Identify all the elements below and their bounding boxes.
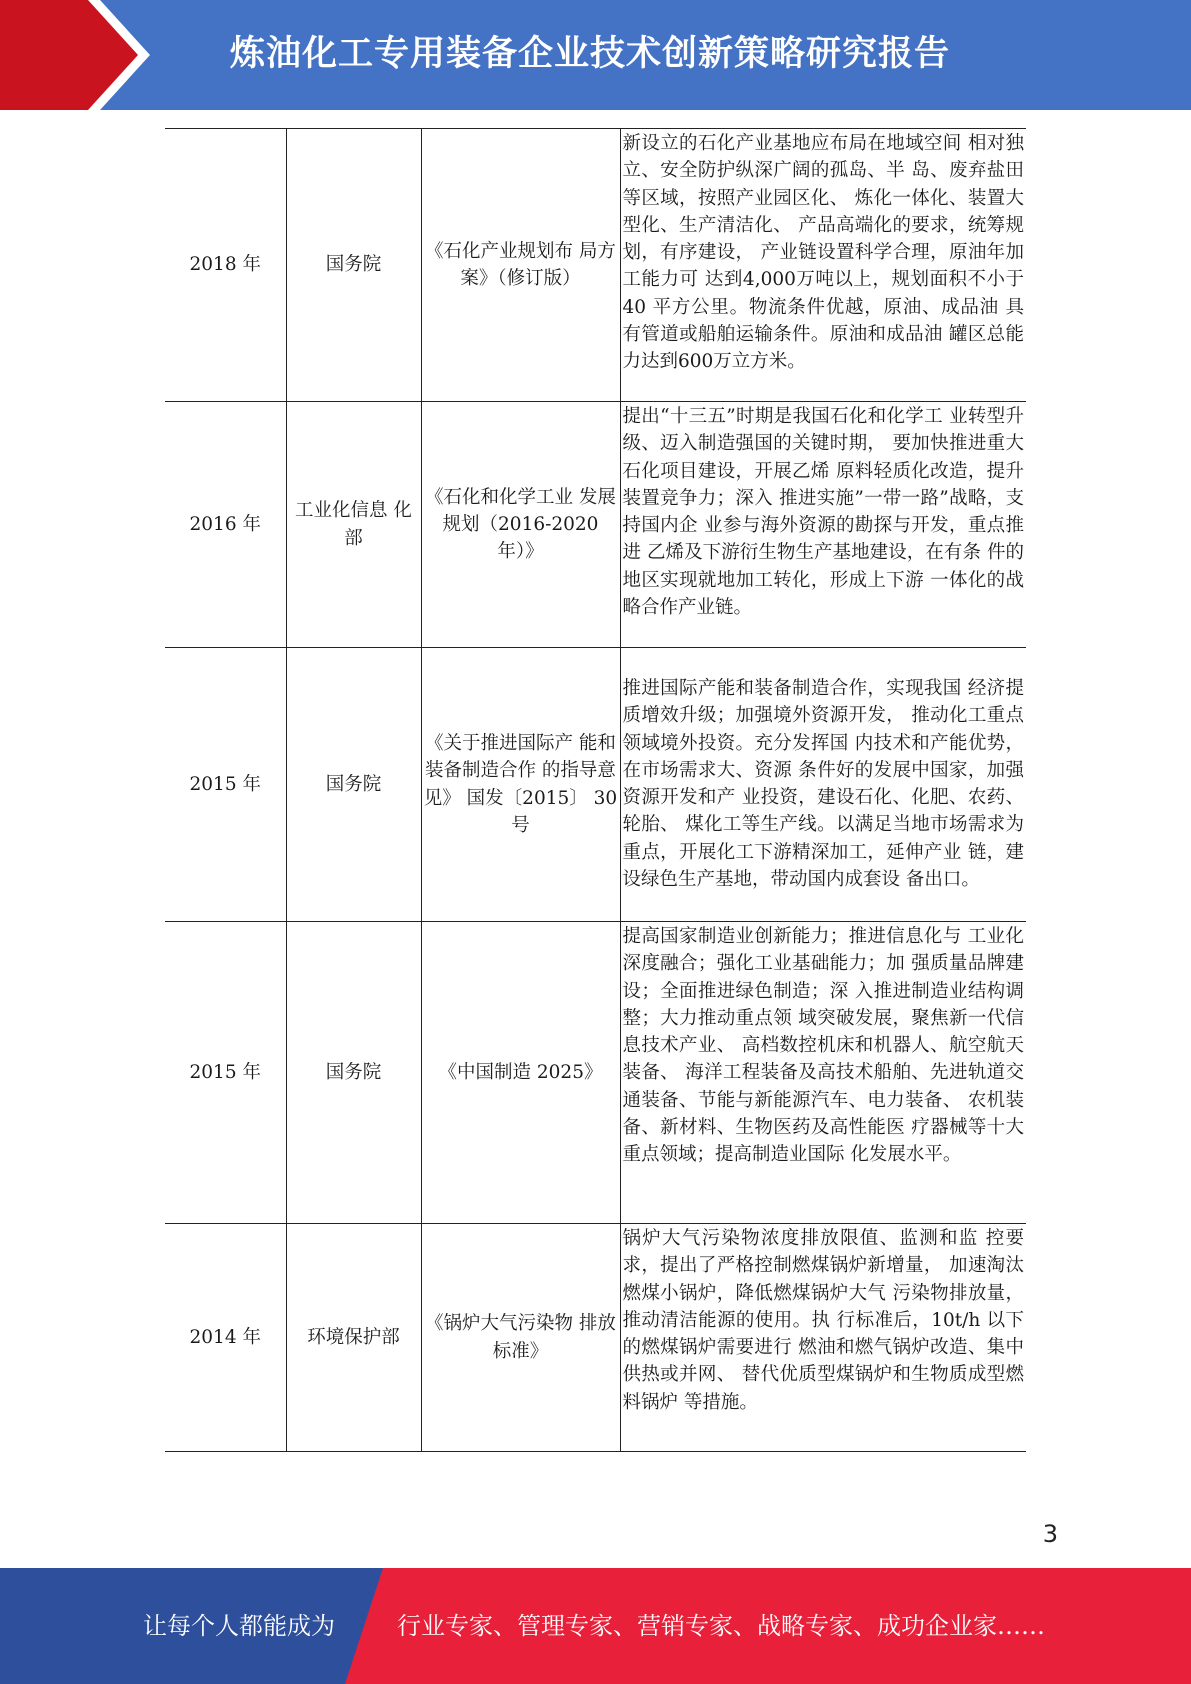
department-cell: 国务院 [286, 922, 421, 1224]
department-cell: 国务院 [286, 129, 421, 402]
table-row [165, 1224, 1026, 1452]
table-row [165, 402, 1026, 648]
content-cell: 提出“十三五”时期是我国石化和化学工 业转型升级、迈入制造强国的关键时期， 要加快推进重大石化项目建设，开展乙烯 原料轻质化改造，提升装置竞争力；深入 推进实施”一带一路”战略，支持国内企 业参与海外资源的勘探与开发，重点推进 乙烯及下游衍生物生产基地建设，在有条 件的地区实现就地加工转化，形成上下游 一体化的战略合作产业链。 [620, 402, 1026, 648]
department-cell: 环境保护部 [286, 1224, 421, 1452]
department-cell: 工业化信息 化部 [286, 402, 421, 648]
policy-table-container [165, 128, 1026, 1452]
document-cell: 《石化产业规划布 局方案》（修订版） [421, 129, 620, 402]
page-footer [0, 1568, 1191, 1684]
page-header [0, 0, 1191, 110]
year-cell: 2018 年 [189, 254, 261, 276]
page-number: 3 [1042, 1520, 1058, 1548]
document-cell: 《锅炉大气污染物 排放标准》 [421, 1224, 620, 1452]
table-row [165, 922, 1026, 1224]
department-cell: 国务院 [286, 648, 421, 922]
policy-table [165, 128, 1026, 1452]
content-cell: 提高国家制造业创新能力；推进信息化与 工业化深度融合；强化工业基础能力；加 强质量品牌建设；全面推进绿色制造；深 入推进制造业结构调整；大力推动重点领 域突破发展，聚焦新一代信息技术产业、 高档数控机床和机器人、航空航天装备、 海洋工程装备及高技术船舶、先进轨道交 通装备、节能与新能源汽车、电力装备、 农机装备、新材料、生物医药及高性能医 疗器械等十大重点领域；提高制造业国际 化发展水平。 [620, 922, 1026, 1224]
year-cell: 2015 年 [189, 1061, 261, 1083]
table-row [165, 129, 1026, 402]
year-cell: 2014 年 [189, 1326, 261, 1348]
content-cell: 推进国际产能和装备制造合作，实现我国 经济提质增效升级；加强境外资源开发， 推动化工重点领域境外投资。充分发挥国 内技术和产能优势，在市场需求大、资源 条件好的发展中国家，加强资源开发和产 业投资，建设石化、化肥、农药、轮胎、 煤化工等生产线。以满足当地市场需求为 重点，开展化工下游精深加工，延伸产业 链，建设绿色生产基地，带动国内成套设 备出口。 [620, 648, 1026, 922]
document-cell: 《关于推进国际产 能和装备制造合作 的指导意见》 国发〔2015〕 30 号 [421, 648, 620, 922]
report-title: 炼油化工专用装备企业技术创新策略研究报告 [230, 34, 951, 74]
table-row [165, 648, 1026, 922]
content-cell: 新设立的石化产业基地应布局在地域空间 相对独立、安全防护纵深广阔的孤岛、半 岛、废弃盐田等区域，按照产业园区化、 炼化一体化、装置大型化、生产清洁化、 产品高端化的要求，统筹规划，有序建设， 产业链设置科学合理，原油年加工能力可 达到4,000万吨以上，规划面积不小于40 平方公里。物流条件优越，原油、成品油 具有管道或船舶运输条件。原油和成品油 罐区总能力达到600万立方米。 [620, 129, 1026, 402]
footer-slogan-left: 让每个人都能成为 [143, 1612, 335, 1640]
document-cell: 《石化和化学工业 发展规划（2016-2020 年）》 [421, 402, 620, 648]
content-cell: 锅炉大气污染物浓度排放限值、监测和监 控要求，提出了严格控制燃煤锅炉新增量， 加速淘汰燃煤小锅炉，降低燃煤锅炉大气 污染物排放量，推动清洁能源的使用。执 行标准后，10t/h 以下的燃煤锅炉需要进行 燃油和燃气锅炉改造、集中供热或并网、 替代优质型煤锅炉和生物质成型燃料锅炉 等措施。 [620, 1224, 1026, 1452]
year-cell: 2015 年 [189, 773, 261, 795]
document-cell: 《中国制造 2025》 [421, 922, 620, 1224]
footer-slogan-right: 行业专家、管理专家、营销专家、战略专家、成功企业家…… [397, 1612, 1045, 1640]
year-cell: 2016 年 [189, 513, 261, 535]
